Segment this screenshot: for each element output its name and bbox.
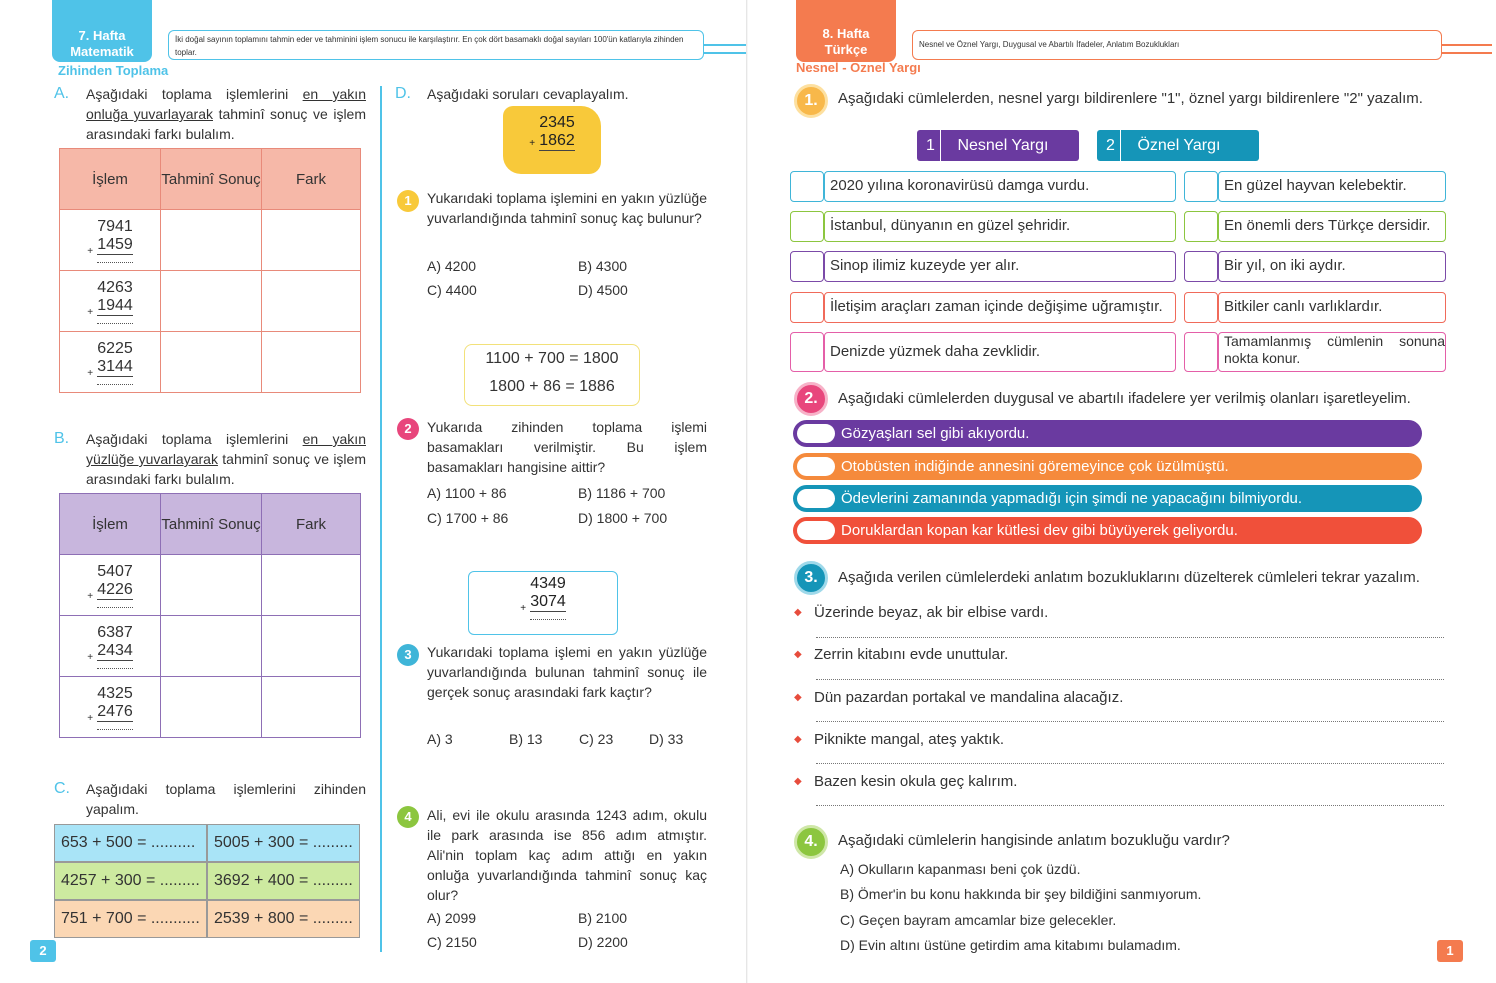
answer-option[interactable]: A) 2099 [427,910,477,926]
answer-option[interactable]: A) 3 [427,731,453,747]
addition-cell[interactable]: 2539 + 800 = ......... [207,900,360,938]
question-number: 3 [397,644,419,666]
statement: İstanbul, dünyanın en güzel şehridir. [824,211,1176,242]
checkbox[interactable] [797,424,835,443]
question-text: Yukarıdaki toplama işlemini en yakın yüzlüğe yuvarlandığında tahminî sonuç kaç bulunur? [427,190,707,226]
statement-pill [793,420,1422,447]
grid-row [54,900,360,938]
header-lines [1442,44,1492,54]
faulty-sentence: ◆ Zerrin kitabını evde unuttular. [814,645,1008,665]
faulty-sentence: ◆ Üzerinde beyaz, ak bir elbise vardı. [814,603,1048,623]
answer-box[interactable] [790,171,824,202]
answer-line[interactable] [816,721,1444,722]
addition-cell[interactable]: 5005 + 300 = ......... [207,824,360,862]
question-number: 1 [397,190,419,212]
question-number: 2. [794,382,828,416]
operation-cell: + 6387 2434 [60,616,161,677]
question-text: Ali, evi ile okulu arasında 1243 adım, okulu ile park arasında ise 856 adım atmıştır. Ali'nin toplam kaç adım attığı en yakın onluğa yuvarlandığında tahminî sonuç kaç olur? [427,807,707,903]
question-text: Aşağıdaki cümlelerden duygusal ve abartılı ifadelere yer verilmiş olanları işaretleyelim. [838,390,1411,407]
estimate-cell[interactable] [161,332,262,393]
legend-number: 2 [1101,130,1121,161]
week-label: 8. Hafta [822,26,870,41]
question-number: 4 [397,806,419,828]
section-d-instruction: Aşağıdaki soruları cevaplayalım. [427,86,629,102]
estimate-cell[interactable] [161,677,262,738]
checkbox[interactable] [797,521,835,540]
answer-line[interactable] [816,763,1444,764]
difference-cell[interactable] [262,332,361,393]
statement: En önemli ders Türkçe dersidir. [1218,211,1446,242]
question-text: Yukarıda zihinden toplama işlemi basamakları verilmiştir. Bu işlem basamakları hangisine aittir? [427,419,707,475]
difference-cell[interactable] [262,555,361,616]
question-number: 4. [794,825,828,859]
subject-label: Türkçe [824,42,868,57]
legend-objective [917,130,1079,161]
statement-pill [793,453,1422,480]
statement-pill [793,485,1422,512]
section-b-instruction [86,429,366,489]
addend: 2434 [97,641,133,659]
faulty-sentence: ◆ Piknikte mangal, ateş yaktık. [814,730,1004,750]
addition-sticker: + 2345 1862 [503,106,601,174]
operation-cell: + 4325 2476 [60,677,161,738]
pill-text: Ödevlerini zamanında yapmadığı için şimdi ne yapacağını bilmiyordu. [841,490,1303,507]
answer-option[interactable]: D) 1800 + 700 [578,510,668,526]
answer-option[interactable]: A) Okulların kapanması beni çok üzdü. [840,861,1081,877]
table-a [59,148,361,393]
estimate-cell[interactable] [161,210,262,271]
right-page [748,0,1496,983]
addend: 4263 [97,278,133,296]
answer-option[interactable]: C) 1700 + 86 [427,510,509,526]
table-header: Fark [262,494,361,555]
addition-cell[interactable]: 751 + 700 = ........... [54,900,207,938]
addend: 2345 [539,114,575,131]
table-header: İşlem [60,494,161,555]
table-header: İşlem [60,149,161,210]
operation-cell: + 5407 4226 [60,555,161,616]
answer-box[interactable] [1184,211,1218,242]
underlined-text: en yakın yüzlüğe yuvarlayarak [86,431,366,467]
answer-line[interactable] [816,805,1444,806]
week-tag-math [52,0,152,62]
objective-text: Nesnel ve Öznel Yargı, Duygusal ve Abartılı İfadeler, Anlatım Bozuklukları [919,40,1180,49]
statement: Bitkiler canlı varlıklardır. [1218,292,1446,323]
answer-box[interactable] [790,251,824,282]
answer-box[interactable] [790,292,824,323]
addend: 4325 [97,684,133,702]
answer-option[interactable]: C) 23 [579,731,614,747]
grid-row [54,862,360,900]
operation-cell: + 7941 1459 [60,210,161,271]
question-text: Aşağıdaki cümlelerin hangisinde anlatım bozukluğu vardır? [838,832,1230,849]
objective-text: İki doğal sayının toplamını tahmin eder ve tahminini işlem sonucu ile karşılaştırır. En çok dört basamaklı doğal sayıları 100'ün katlarıyla zihinden toplar. [175,35,684,57]
difference-cell[interactable] [262,616,361,677]
answer-option[interactable]: B) 4300 [578,258,628,274]
answer-option[interactable]: D) Evin altını üstüne getirdim ama kitabımı bulamadım. [840,937,1181,953]
statement: Tamamlanmış cümlenin sonuna nokta konur. [1218,332,1446,372]
faulty-sentence: ◆ Bazen kesin okula geç kalırım. [814,772,1017,792]
question-text: Aşağıda verilen cümlelerdeki anlatım bozukluklarını düzelterek cümleleri tekrar yazalım. [838,569,1420,586]
checkbox[interactable] [797,457,835,476]
addend: 4349 [530,575,566,592]
column-divider [380,86,382,952]
page-number: 1 [1437,940,1463,962]
estimate-cell[interactable] [161,271,262,332]
addend: 1944 [97,296,133,314]
addition-box: + 4349 3074 [468,571,618,635]
estimate-cell[interactable] [161,555,262,616]
addend: 7941 [97,217,133,235]
addend: 3074 [530,593,566,610]
answer-option[interactable]: C) Geçen bayram amcamlar bize gelecekler. [840,912,1117,928]
legend-label: Öznel Yargı [1137,137,1221,154]
answer-box[interactable] [1184,171,1218,202]
underlined-text: en yakın onluğa yuvarlayarak [86,86,366,122]
page-number: 2 [30,940,56,962]
week-label: 7. Hafta [78,28,126,43]
statement: Denizde yüzmek daha zevklidir. [824,332,1176,372]
difference-cell[interactable] [262,271,361,332]
text: tahminî sonuç ve işlem arasındaki farkı bulalım. [86,106,366,142]
grid-row [54,824,360,862]
objective-box [168,30,704,60]
addend: 1459 [97,235,133,253]
addition-cell[interactable]: 653 + 500 = .......... [54,824,207,862]
answer-option[interactable]: B) 1186 + 700 [578,485,666,501]
equation-line: 1800 + 86 = 1886 [489,378,615,395]
section-c-letter: C. [54,780,70,797]
addend: 6387 [97,623,133,641]
answer-box[interactable] [790,211,824,242]
statement: Bir yıl, on iki aydır. [1218,251,1446,282]
section-subtitle: Nesnel - Öznel Yargı [796,60,921,75]
pill-text: Otobüsten indiğinde annesini göremeyince çok üzülmüştü. [841,458,1229,475]
header-lines [704,44,750,54]
operation-cell: + 6225 3144 [60,332,161,393]
question-text: Aşağıdaki cümlelerden, nesnel yargı bildirenlere "1", öznel yargı bildirenlere "2" yazalım. [838,90,1423,107]
legend-label: Nesnel Yargı [957,137,1049,154]
statement-pill [793,517,1422,544]
answer-option[interactable]: B) 2100 [578,910,628,926]
addend: 5407 [97,562,133,580]
answer-box[interactable] [1184,332,1218,372]
addition-cell[interactable]: 3692 + 400 = ......... [207,862,360,900]
equation-box [464,344,640,406]
table-header: Fark [262,149,361,210]
question-number: 3. [794,561,828,595]
answer-option[interactable]: D) 2200 [578,934,628,950]
pill-text: Doruklardan kopan kar kütlesi dev gibi büyüyerek geliyordu. [841,522,1238,539]
question-number: 1. [794,84,828,118]
answer-line[interactable] [816,637,1444,638]
answer-option[interactable]: D) 4500 [578,282,628,298]
table-b [59,493,361,738]
answer-box[interactable] [1184,292,1218,323]
text: tahminî sonuç ve işlem arasındaki farkı bulalım. [86,451,366,487]
answer-box[interactable] [1184,251,1218,282]
difference-cell[interactable] [262,210,361,271]
text: Aşağıdaki toplama işlemlerini [86,86,289,102]
section-d-letter: D. [395,85,411,102]
answer-box[interactable] [790,332,824,372]
faulty-sentence: ◆ Dün pazardan portakal ve mandalina alacağız. [814,688,1123,708]
equation-line: 1100 + 700 = 1800 [485,350,619,367]
section-subtitle: Zihinden Toplama [58,63,169,78]
section-b-letter: B. [54,430,70,447]
table-header: Tahminî Sonuç [161,149,262,210]
addend: 4226 [97,580,133,598]
section-c-instruction: Aşağıdaki toplama işlemlerini zihinden yapalım. [86,781,366,817]
addend: 1862 [539,132,575,149]
statement: İletişim araçları zaman içinde değişime uğramıştır. [824,292,1176,323]
difference-cell[interactable] [262,677,361,738]
answer-option[interactable]: D) 33 [649,731,684,747]
answer-option[interactable]: C) 2150 [427,934,477,950]
statement: Sinop ilimiz kuzeyde yer alır. [824,251,1176,282]
answer-option[interactable]: B) Ömer'in bu konu hakkında bir şey bildiğini sanmıyorum. [840,886,1202,902]
question-text: Yukarıdaki toplama işlemi en yakın yüzlüğe yuvarlandığında bulunan tahminî sonuç ile gerçek sonuç arasındaki fark kaçtır? [427,644,707,700]
objective-box [912,30,1442,60]
addend: 3144 [97,357,133,375]
operation-cell: + 4263 1944 [60,271,161,332]
week-tag-turkish [796,0,896,62]
estimate-cell[interactable] [161,616,262,677]
legend-number: 1 [921,130,941,161]
pill-text: Gözyaşları sel gibi akıyordu. [841,425,1030,442]
legend-subjective [1097,130,1259,161]
subject-label: Matematik [70,44,134,59]
addend: 2476 [97,702,133,720]
section-a-letter: A. [54,85,70,102]
answer-line[interactable] [816,679,1444,680]
answer-option[interactable]: B) 13 [509,731,543,747]
answer-option[interactable]: A) 1100 + 86 [427,485,507,501]
answer-option[interactable]: A) 4200 [427,258,477,274]
mental-addition-grid [54,824,360,938]
answer-option[interactable]: C) 4400 [427,282,477,298]
statement: 2020 yılına koronavirüsü damga vurdu. [824,171,1176,202]
addend: 6225 [97,339,133,357]
question-number: 2 [397,418,419,440]
section-a-instruction [86,84,366,144]
statement: En güzel hayvan kelebektir. [1218,171,1446,202]
text: Aşağıdaki toplama işlemlerini [86,431,289,447]
addition-cell[interactable]: 4257 + 300 = ......... [54,862,207,900]
checkbox[interactable] [797,489,835,508]
table-header: Tahminî Sonuç [161,494,262,555]
